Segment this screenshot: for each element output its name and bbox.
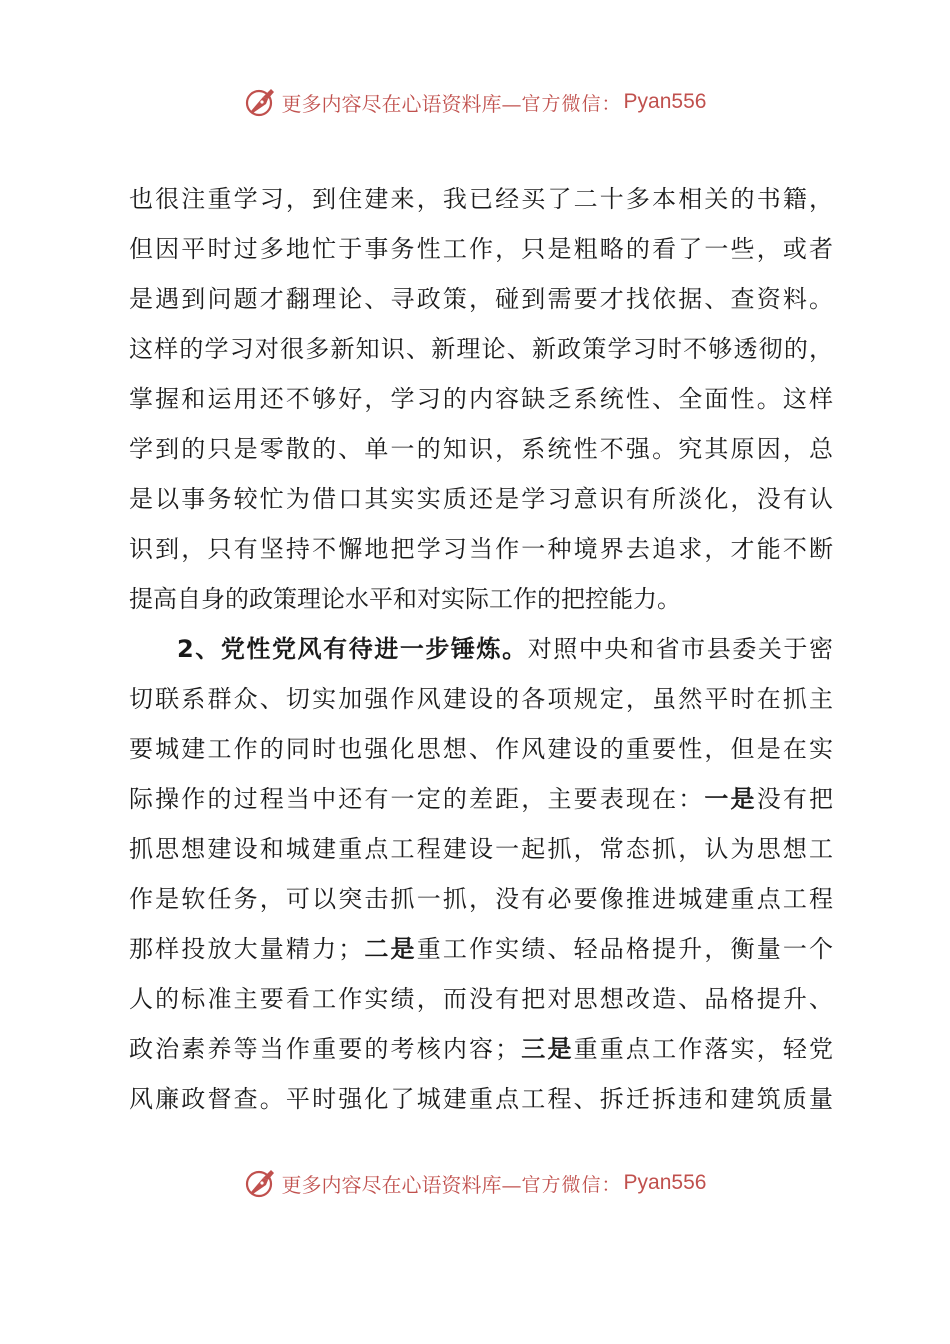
text-line: 是遇到问题才翻理论、寻政策，碰到需要才找依据、查资料。 [129,285,833,313]
banner-wechat-label: 官方微信： [521,1173,622,1196]
text-span: 没有把 [756,785,833,813]
text-line [129,774,833,824]
text-line: 要城建工作的同时也强化思想、作风建设的重要性，但是在实 [129,735,833,763]
text-line [129,924,833,974]
text-line: 人的标准主要看工作实绩，而没有把对思想改造、品格提升、 [129,985,833,1013]
text-line: 学到的只是零散的、单一的知识，系统性不强。究其原因，总 [129,435,833,463]
banner-wechat-id: Pyan556 [623,1171,707,1194]
text-span: 重重点工作落实，轻党 [573,1035,833,1063]
banner-wechat-id: Pyan556 [623,90,707,113]
section-heading: 2、党性党风有待进一步锤炼。 [177,635,528,663]
pen-nib-logo-icon [244,85,278,119]
text-line: 作是软任务，可以突击抓一抓，没有必要像推进城建重点工程 [129,885,833,913]
bold-marker: 一是 [704,785,757,813]
text-line: 切联系群众、切实加强作风建设的各项规定，虽然平时在抓主 [129,685,833,713]
banner-slogan: 更多内容尽在心语资料库— [281,1172,522,1197]
text-line: 是以事务较忙为借口其实实质还是学习意识有所淡化，没有认 [129,485,833,513]
pen-nib-logo-icon [244,1166,278,1200]
banner-wechat-label: 官方微信： [521,92,622,115]
text-line: 掌握和运用还不够好，学习的内容缺乏系统性、全面性。这样 [129,385,833,413]
bold-marker: 二是 [362,935,417,963]
text-line: 抓思想建设和城建重点工程建设一起抓，常态抓，认为思想工 [129,835,833,863]
text-line [129,624,833,674]
text-line: 这样的学习对很多新知识、新理论、新政策学习时不够透彻的， [129,335,833,363]
bold-marker: 三是 [519,1035,574,1063]
text-line: 风廉政督查。平时强化了城建重点工程、拆迁拆违和建筑质量 [129,1085,833,1113]
text-line: 但因平时过多地忙于事务性工作，只是粗略的看了一些，或者 [129,235,833,263]
text-span: 际操作的过程当中还有一定的差距，主要表现在： [129,785,705,813]
text-line [129,1024,833,1074]
text-span: 重工作实绩、轻品格提升，衡量一个 [416,935,833,963]
text-line: 也很注重学习，到住建来，我已经买了二十多本相关的书籍， [129,185,833,213]
text-line: 识到，只有坚持不懈地把学习当作一种境界去追求，才能不断 [129,535,833,563]
text-line: 提高自身的政策理论水平和对实际工作的把控能力。 [129,585,681,613]
document-body [129,174,833,1124]
text-span: 政治素养等当作重要的考核内容； [129,1035,520,1063]
text-span: 对照中央和省市县委关于密 [527,635,833,663]
header-banner [0,82,950,122]
footer-banner [0,1163,950,1203]
text-span: 那样投放大量精力； [129,935,363,963]
banner-slogan: 更多内容尽在心语资料库— [281,91,522,116]
